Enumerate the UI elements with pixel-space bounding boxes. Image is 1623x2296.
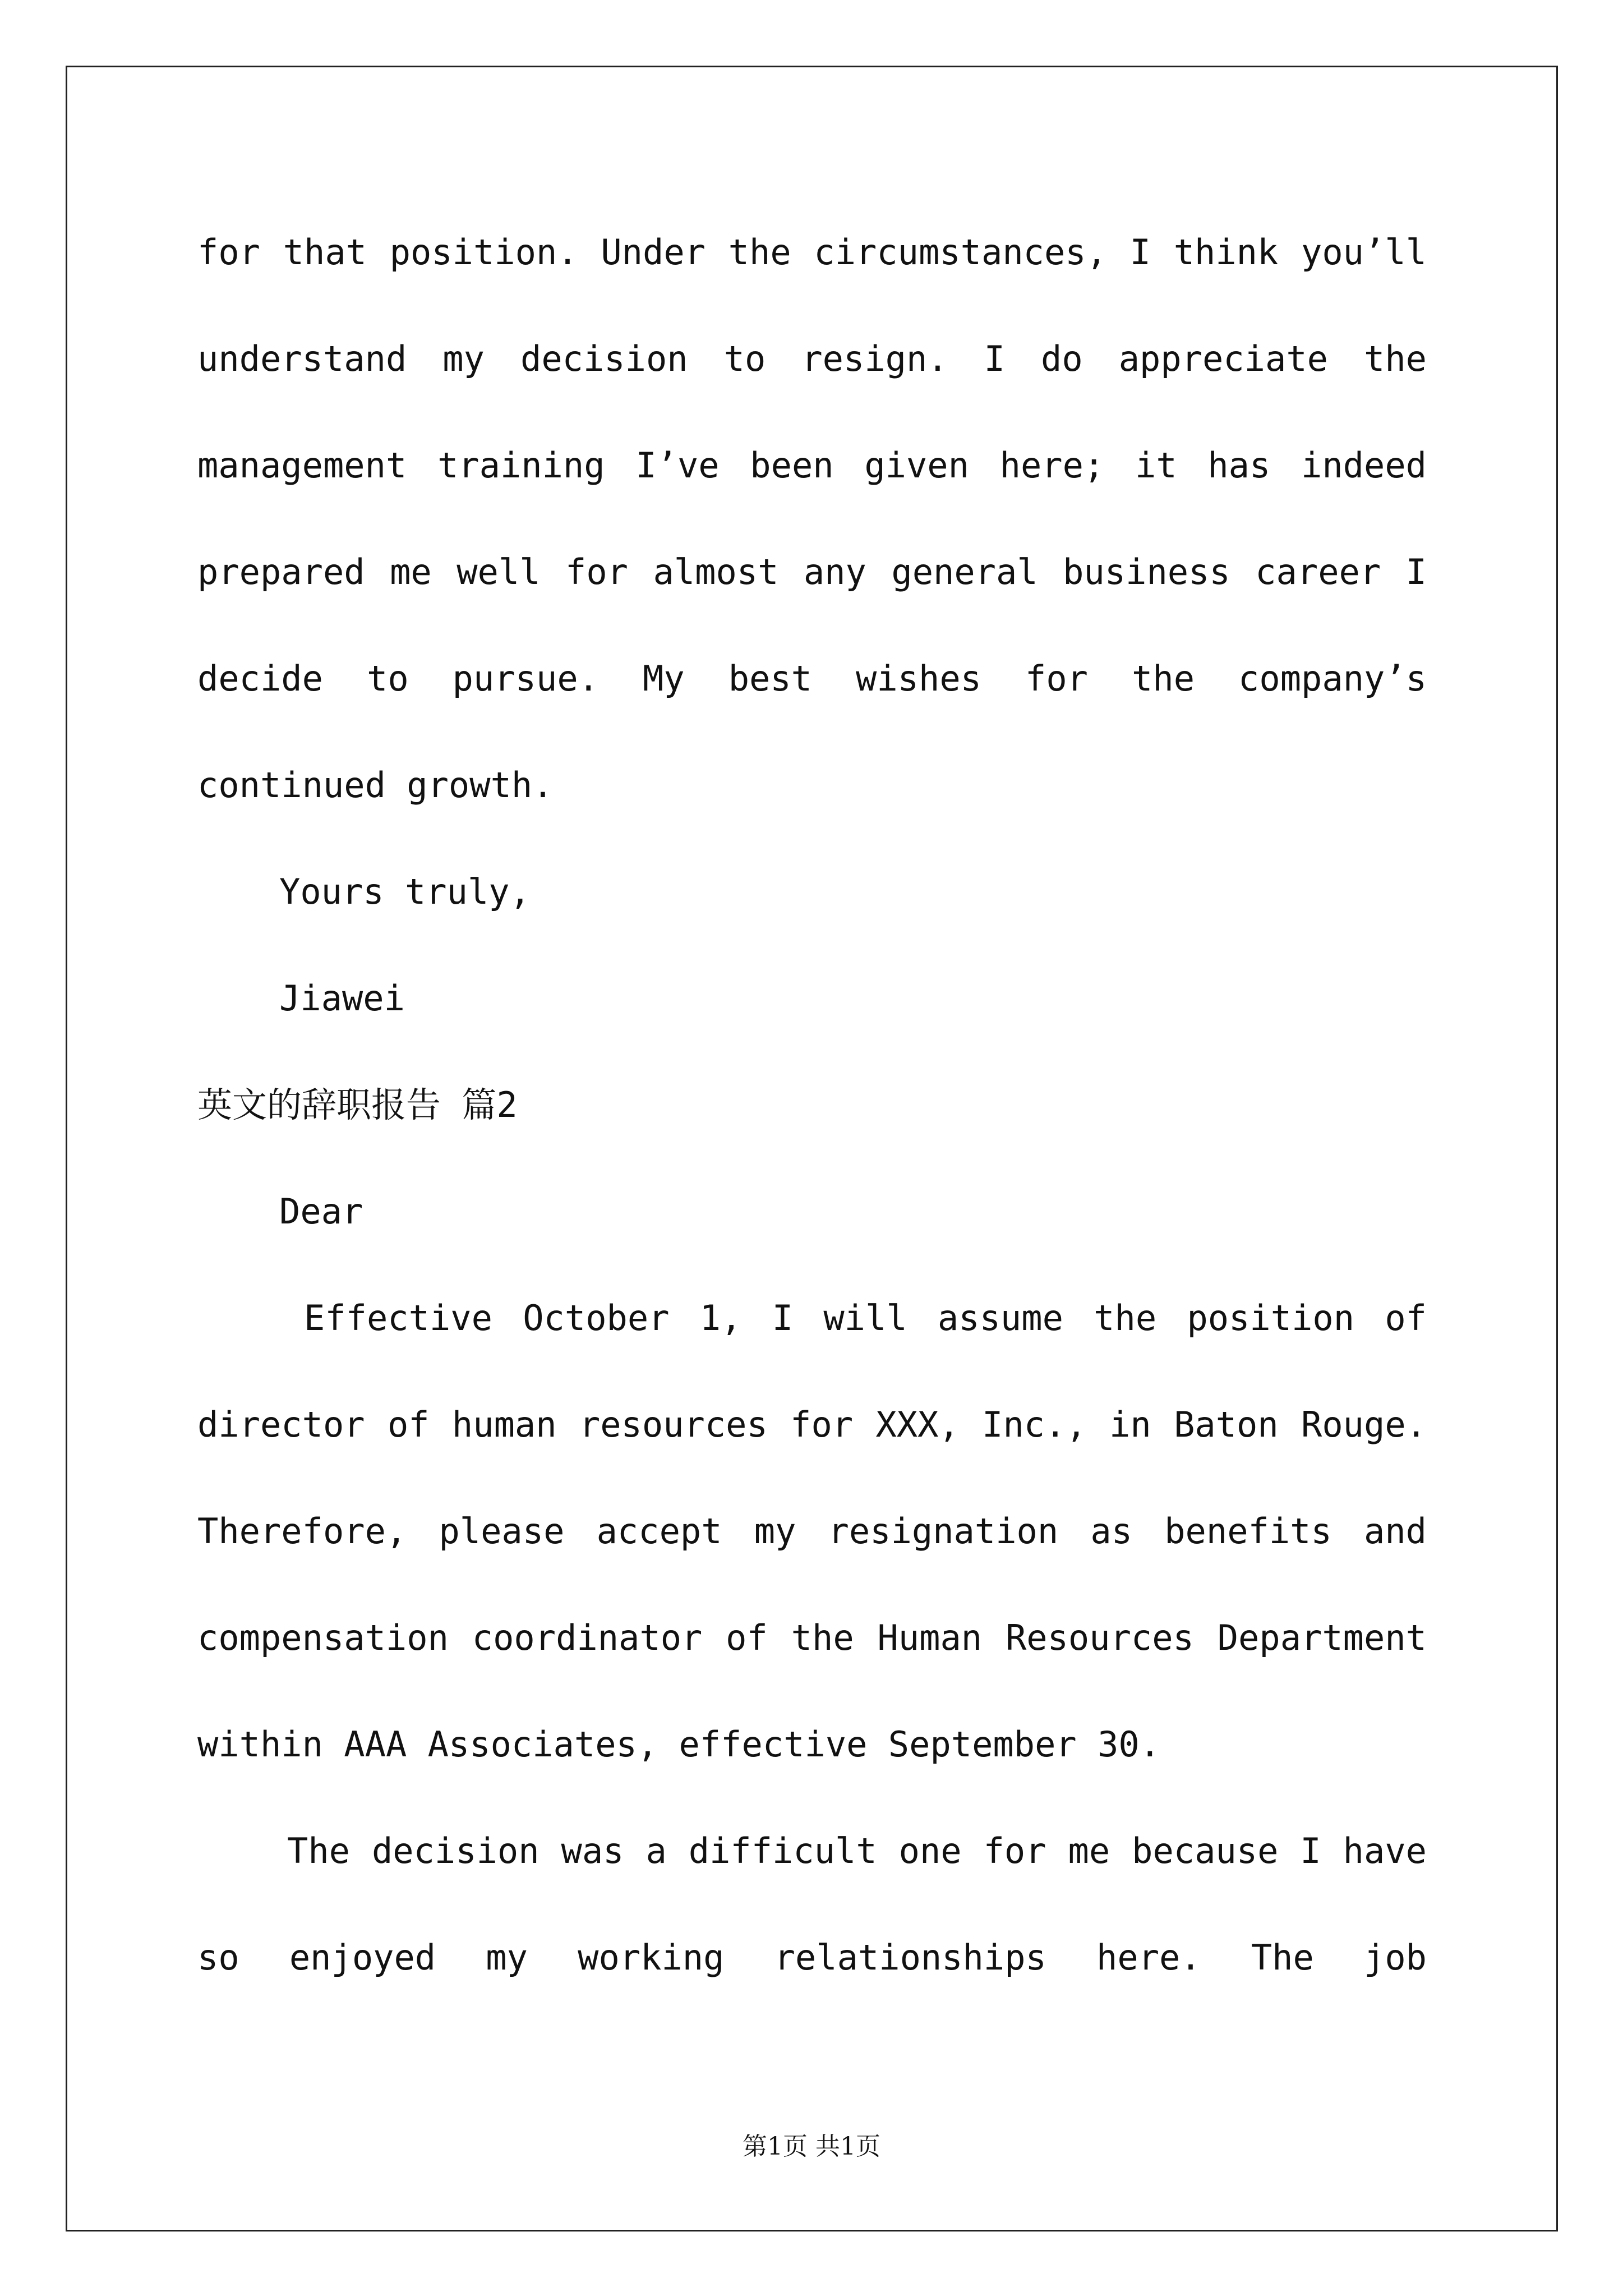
body-line-2: understand my decision to resign. I do appreciate the <box>197 338 1427 379</box>
body-line-11: Effective October 1, I will assume the position of <box>304 1297 1427 1338</box>
body-line-4: prepared me well for almost any general business career I <box>197 551 1427 592</box>
page-footer: 第1页 共1页 <box>743 2132 880 2161</box>
page-border <box>66 66 1558 2231</box>
body-line-13: Therefore, please accept my resignation as benefits and <box>197 1511 1427 1552</box>
body-line-15: within AAA Associates, effective September 30. <box>197 1724 1161 1765</box>
body-line-16: The decision was a difficult one for me because I have <box>287 1830 1427 1871</box>
body-line-12: director of human resources for XXX, Inc., in Baton Rouge. <box>197 1404 1427 1445</box>
body-line-1: for that position. Under the circumstances, I think you’ll <box>197 232 1427 273</box>
body-line-6: continued growth. <box>197 765 554 806</box>
closing-line: Yours truly, <box>279 871 531 912</box>
body-line-14: compensation coordinator of the Human Resources Department <box>197 1617 1427 1658</box>
body-line-5: decide to pursue. My best wishes for the company’s <box>197 658 1427 699</box>
signature-line: Jiawei <box>279 978 405 1019</box>
body-line-3: management training I’ve been given here; it has indeed <box>197 445 1427 486</box>
section-heading: 英文的辞职报告 篇2 <box>197 1084 518 1125</box>
salutation-line: Dear <box>279 1191 363 1232</box>
body-line-17: so enjoyed my working relationships here. The job <box>197 1937 1427 1978</box>
